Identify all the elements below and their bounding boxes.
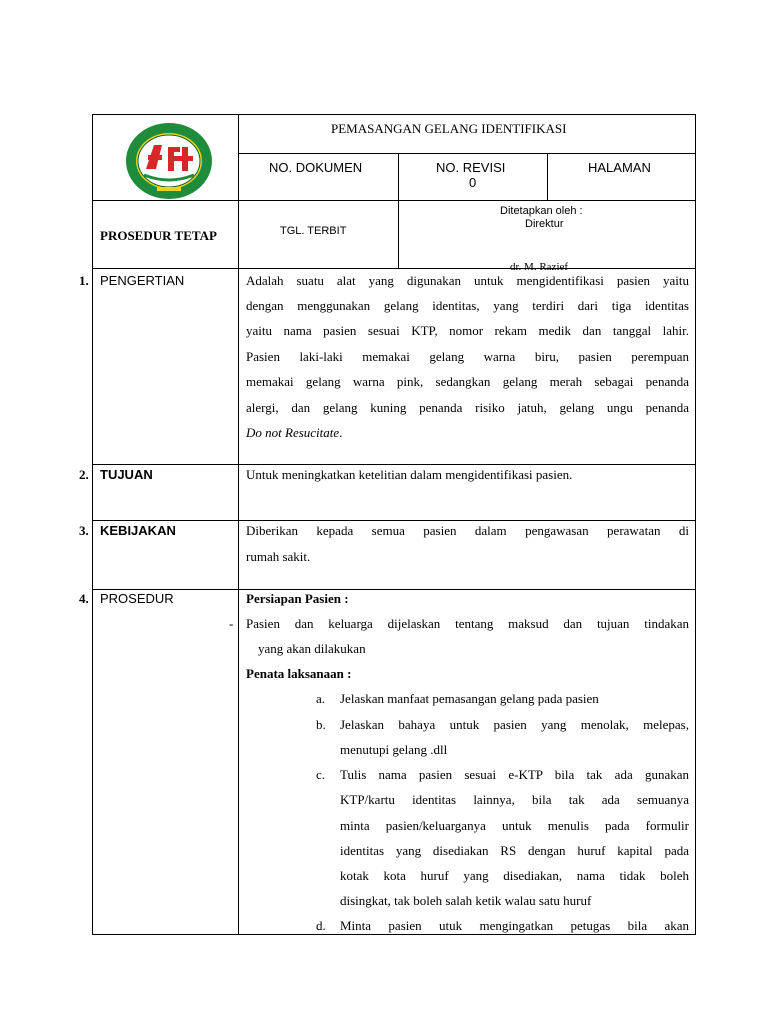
direktur-label: Direktur [525, 218, 564, 230]
section-title-kebijakan: KEBIJAKAN [100, 523, 176, 538]
item-line: Tulis nama pasien sesuai e-KTP bila tak ada gunakan [340, 767, 689, 782]
body-line: memakai gelang warna pink, sedangkan gelang merah sebagai penanda [246, 374, 689, 389]
document-title: PEMASANGAN GELANG IDENTIFIKASI [331, 121, 567, 136]
no-revisi-label: NO. REVISI [436, 160, 506, 175]
body-line: Pasien laki-laki memakai gelang warna biru, pasien perempuan [246, 349, 689, 364]
section-number: 2. [79, 467, 89, 482]
body-line: yang akan dilakukan [258, 641, 366, 656]
item-line: disingkat, tak boleh salah ketik walau satu huruf [340, 893, 592, 908]
item-line: Jelaskan bahaya untuk pasien yang menolak, melepas, [340, 717, 689, 732]
penata-heading: Penata laksanaan : [246, 666, 352, 681]
table-border-bottom [92, 934, 696, 935]
item-line: kotak kota huruf yang disediakan, nama tidak boleh [340, 868, 689, 883]
section-title-tujuan: TUJUAN [100, 467, 153, 482]
body-line: Untuk meningkatkan ketelitian dalam mengidentifikasi pasien. [246, 467, 573, 482]
rule-col-left [238, 114, 239, 935]
prosedur-tetap-label: PROSEDUR TETAP [100, 228, 217, 243]
item-line: KTP/kartu identitas lainnya, bila tak ada semuanya [340, 792, 689, 807]
body-line: rumah sakit. [246, 549, 311, 564]
table-border-top [92, 114, 696, 115]
no-dokumen-label: NO. DOKUMEN [269, 160, 363, 175]
item-label: d. [316, 918, 326, 933]
revisi-value: 0 [469, 175, 477, 190]
item-label: a. [316, 691, 326, 706]
bullet-dash: - [229, 616, 234, 631]
section-title-pengertian: PENGERTIAN [100, 273, 185, 288]
rule-section-4 [92, 589, 696, 590]
signatory-name: dr. M. Razief [510, 261, 569, 273]
item-line: identitas yang disediakan RS dengan huruf kapital pada [340, 843, 689, 858]
persiapan-heading: Persiapan Pasien : [246, 591, 349, 606]
section-title-prosedur: PROSEDUR [100, 591, 174, 606]
section-number: 4. [79, 591, 89, 606]
body-line: dengan menggunakan gelang identitas, yang terdiri dari tiga identitas [246, 298, 689, 313]
body-line: Diberikan kepada semua pasien dalam pengawasan perawatan di [246, 523, 689, 538]
item-line: Jelaskan manfaat pemasangan gelang pada pasien [340, 691, 599, 706]
body-line: Pasien dan keluarga dijelaskan tentang maksud dan tujuan tindakan [246, 616, 689, 631]
section-number: 3. [79, 523, 89, 538]
body-line: yaitu nama pasien sesuai KTP, nomor rekam medik dan tanggal lahir. [246, 323, 689, 338]
rule-col-halaman [547, 153, 548, 201]
rule-header-1 [239, 153, 696, 154]
item-line: menutupi gelang .dll [340, 742, 448, 757]
tgl-terbit-label: TGL. TERBIT [280, 225, 347, 237]
hospital-logo [124, 121, 214, 201]
halaman-label: HALAMAN [588, 160, 651, 175]
period: . [339, 425, 343, 440]
rule-header-3 [92, 268, 696, 269]
rule-col-revisi [398, 153, 399, 268]
italic-term: Do not Resucitate [246, 425, 340, 440]
table-border-right [695, 114, 696, 935]
item-label: b. [316, 717, 326, 732]
rule-section-3 [92, 520, 696, 521]
section-number: 1. [79, 273, 89, 288]
table-border-left [92, 114, 93, 935]
item-label: c. [316, 767, 326, 782]
item-line: Minta pasien utuk mengingatkan petugas bila akan [340, 918, 689, 933]
body-line-last [246, 425, 342, 441]
body-line: alergi, dan gelang kuning penanda risiko jatuh, gelang ungu penanda [246, 400, 689, 415]
item-line: minta pasien/keluarganya untuk menulis pada formulir [340, 818, 689, 833]
rule-section-2 [92, 464, 696, 465]
ditetapkan-label: Ditetapkan oleh : [500, 205, 583, 217]
body-line: Adalah suatu alat yang digunakan untuk mengidentifikasi pasien yaitu [246, 273, 689, 288]
